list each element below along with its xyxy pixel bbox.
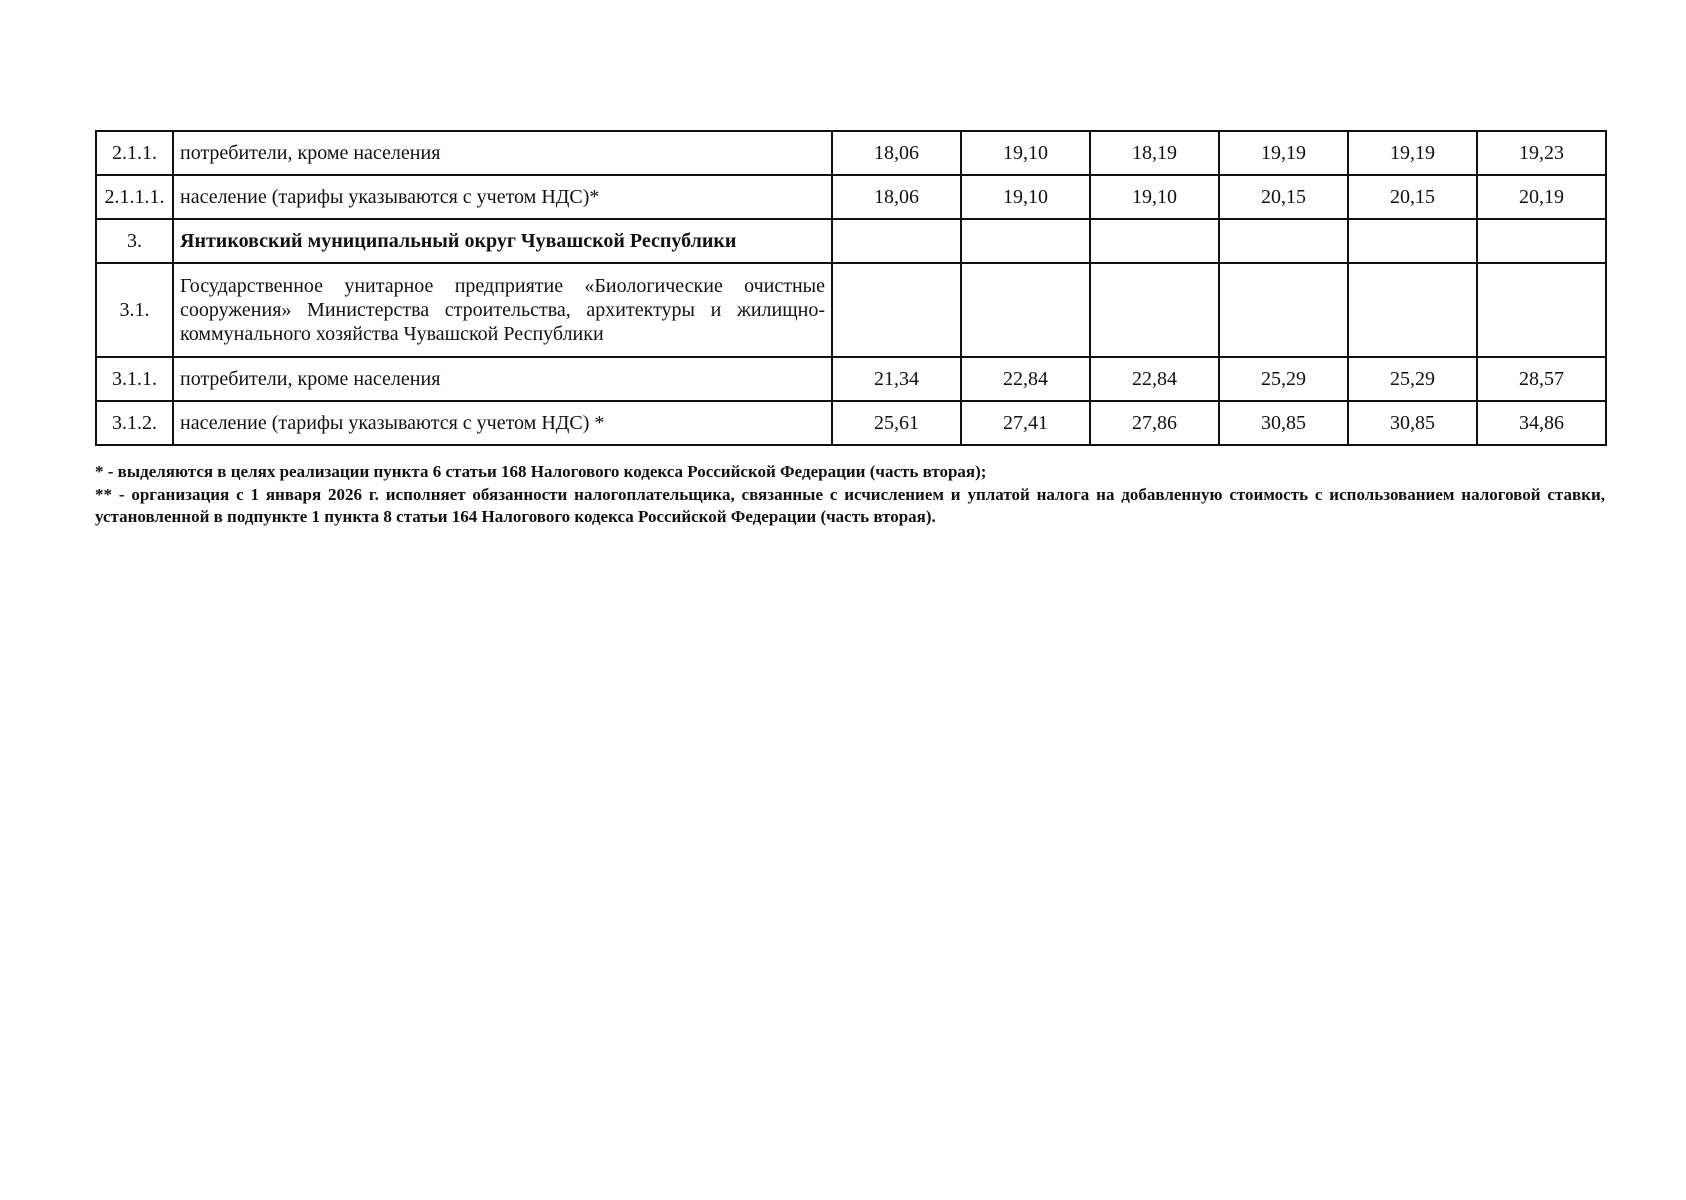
row-number: 2.1.1.1. (96, 175, 173, 219)
row-value (961, 263, 1090, 357)
row-value (1348, 219, 1477, 263)
row-value (1348, 263, 1477, 357)
row-value: 22,84 (961, 357, 1090, 401)
row-value: 28,57 (1477, 357, 1606, 401)
row-value: 22,84 (1090, 357, 1219, 401)
table-row-organization (96, 263, 1606, 357)
row-value: 20,15 (1348, 175, 1477, 219)
row-value: 19,10 (1090, 175, 1219, 219)
row-name: потребители, кроме населения (173, 357, 832, 401)
row-value: 19,19 (1348, 131, 1477, 175)
row-value (1477, 219, 1606, 263)
row-value: 18,06 (832, 131, 961, 175)
row-value (961, 219, 1090, 263)
row-number: 3.1.2. (96, 401, 173, 445)
row-value: 19,10 (961, 175, 1090, 219)
table-row (96, 401, 1606, 445)
table-row (96, 131, 1606, 175)
tariff-table (95, 130, 1607, 446)
row-value (832, 219, 961, 263)
row-value (1090, 219, 1219, 263)
row-value: 27,41 (961, 401, 1090, 445)
row-value: 34,86 (1477, 401, 1606, 445)
row-value (1090, 263, 1219, 357)
row-value: 25,61 (832, 401, 961, 445)
row-value: 25,29 (1348, 357, 1477, 401)
row-value: 19,19 (1219, 131, 1348, 175)
row-value: 30,85 (1348, 401, 1477, 445)
organization-name: Государственное унитарное предприятие «Биологические очистные сооружения» Министерства строительства, архитектуры и жилищно-коммунального хозяйства Чувашской Республики (173, 263, 832, 357)
row-name: население (тарифы указываются с учетом НДС)* (173, 175, 832, 219)
row-value: 21,34 (832, 357, 961, 401)
footnote-2: ** - организация с 1 января 2026 г. исполняет обязанности налогоплательщика, связанные с исчислением и уплатой налога на добавленную стоимость с использованием налоговой ставки, установленной в подпункте 1 пункта 8 статьи 164 Налогового кодекса Российской Федерации (часть вторая). (95, 485, 1605, 526)
row-value: 30,85 (1219, 401, 1348, 445)
row-value (1477, 263, 1606, 357)
row-number: 3. (96, 219, 173, 263)
row-value (1219, 219, 1348, 263)
row-value (832, 263, 961, 357)
row-value: 20,15 (1219, 175, 1348, 219)
row-name: население (тарифы указываются с учетом НДС) * (173, 401, 832, 445)
footnotes (95, 461, 1605, 529)
table-row (96, 175, 1606, 219)
row-number: 3.1.1. (96, 357, 173, 401)
row-value: 18,06 (832, 175, 961, 219)
table-row (96, 357, 1606, 401)
row-value: 20,19 (1477, 175, 1606, 219)
row-value: 25,29 (1219, 357, 1348, 401)
row-value: 19,23 (1477, 131, 1606, 175)
row-name: потребители, кроме населения (173, 131, 832, 175)
row-value (1219, 263, 1348, 357)
row-number: 2.1.1. (96, 131, 173, 175)
row-value: 27,86 (1090, 401, 1219, 445)
row-number: 3.1. (96, 263, 173, 357)
row-value: 18,19 (1090, 131, 1219, 175)
footnote-1: * - выделяются в целях реализации пункта 6 статьи 168 Налогового кодекса Российской Федерации (часть вторая); (95, 462, 987, 481)
row-value: 19,10 (961, 131, 1090, 175)
section-title: Янтиковский муниципальный округ Чувашской Республики (173, 219, 832, 263)
table-row-section (96, 219, 1606, 263)
